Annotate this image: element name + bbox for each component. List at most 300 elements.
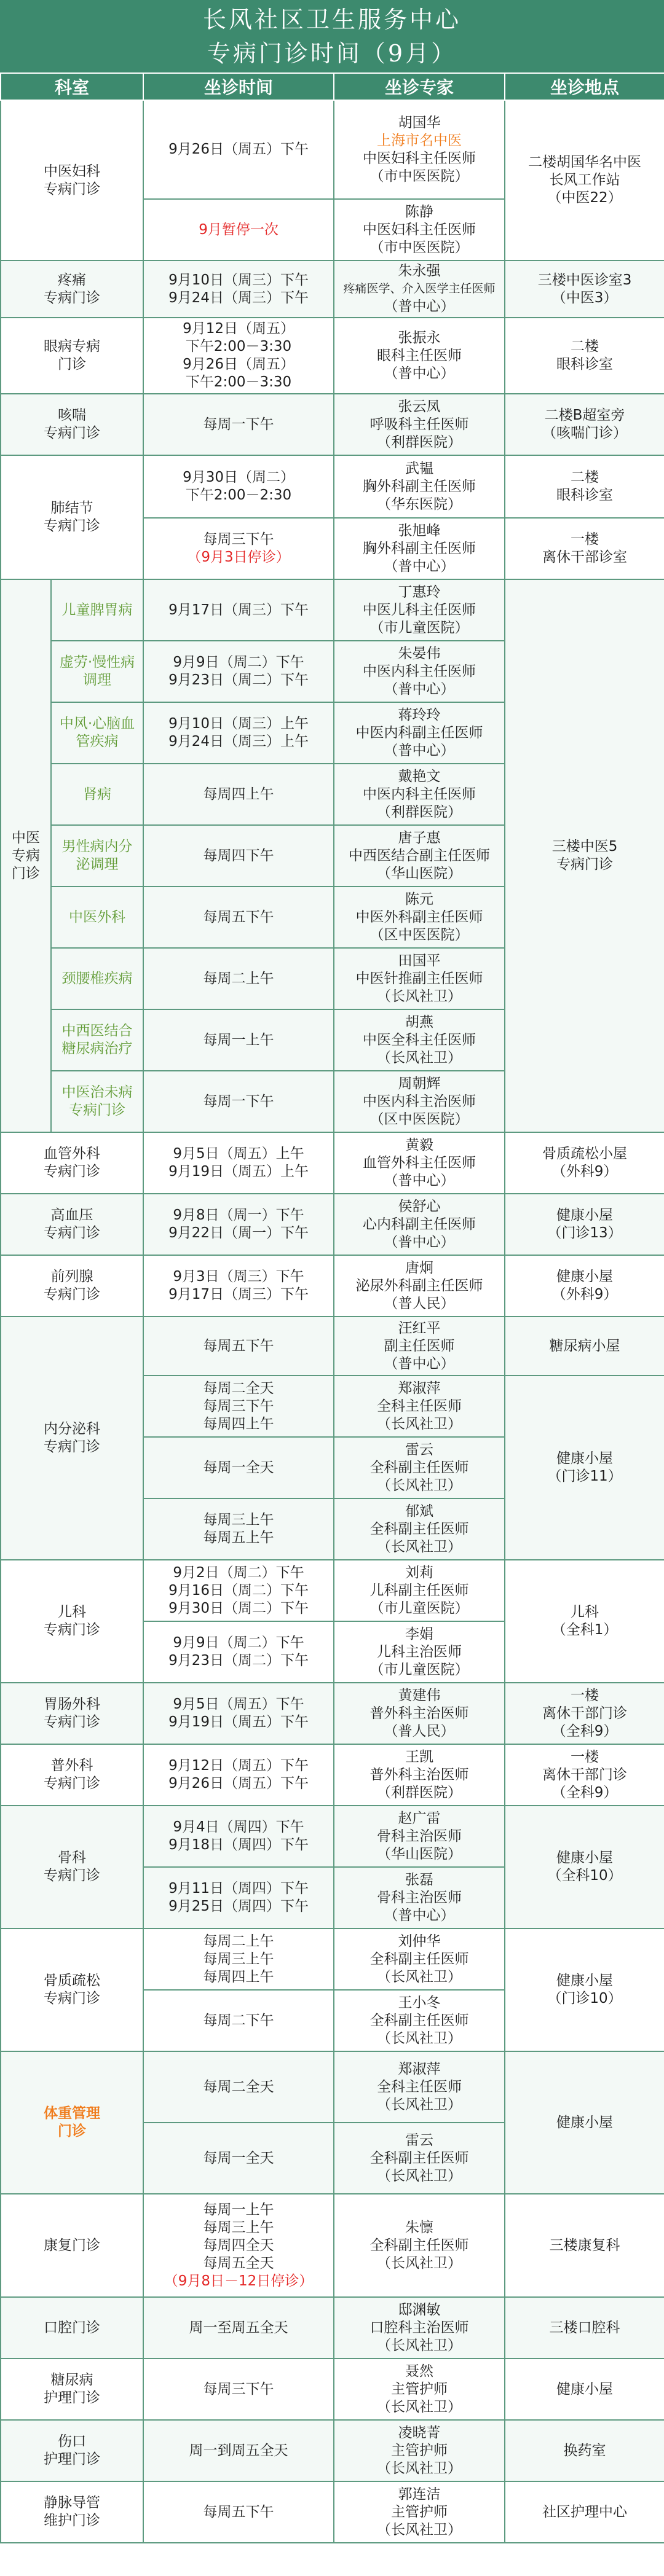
location-line: 离休干部门诊 xyxy=(542,1766,628,1783)
time-line: 每周二全天 xyxy=(203,1380,274,1396)
time-cell xyxy=(143,1194,334,1255)
doctor-hospital: （普中心） xyxy=(384,365,455,382)
time-cell xyxy=(143,825,334,887)
subspecialty-line: 中风·心脑血 xyxy=(59,716,135,732)
doctor-name: 李娟 xyxy=(405,1626,434,1642)
doctor-name: 张振永 xyxy=(398,329,441,346)
time-cell xyxy=(143,1683,334,1744)
subspecialty-cell xyxy=(51,1071,143,1132)
dept-line: 肺结节 xyxy=(50,500,93,516)
dept-line: 胃肠外科 xyxy=(44,1696,100,1712)
doctor-name: 王凯 xyxy=(405,1748,434,1765)
col-header-doctor: 坐诊专家 xyxy=(334,73,505,100)
doctor-title: 血管外科主任医师 xyxy=(363,1154,476,1171)
doctor-hospital: （长风社卫） xyxy=(377,1415,462,1432)
doctor-title: 普外科主治医师 xyxy=(370,1766,469,1783)
table-row xyxy=(1,1683,664,1744)
dept-cell xyxy=(1,2297,143,2359)
doctor-title: 儿科副主任医师 xyxy=(370,1582,469,1599)
subspecialty-line: 颈腰椎疾病 xyxy=(61,970,133,987)
doctor-cell xyxy=(334,318,505,394)
dept-line: 血管外科 xyxy=(44,1146,100,1162)
dept-line: 疼痛 xyxy=(58,272,86,288)
dept-line: 体重管理 xyxy=(44,2105,100,2121)
doctor-cell xyxy=(334,100,505,199)
dept-line: 静脉导管 xyxy=(44,2495,100,2511)
location-line: 二楼B超室旁 xyxy=(544,407,625,423)
location-line: 专病门诊 xyxy=(556,856,614,872)
location-line: 三楼中医诊室3 xyxy=(537,272,632,288)
doctor-title: 中医内科副主任医师 xyxy=(355,724,483,741)
doctor-name: 朱懔 xyxy=(405,2219,434,2236)
table-row xyxy=(1,1928,664,1990)
dept-cell xyxy=(1,1683,143,1744)
col-header-dept: 科室 xyxy=(1,73,143,100)
location-cell xyxy=(505,2481,664,2543)
doctor-name: 胡燕 xyxy=(405,1014,434,1030)
dept-cell xyxy=(1,1317,143,1560)
subspecialty-cell xyxy=(51,641,143,702)
time-cell xyxy=(143,1437,334,1498)
doctor-title: 中医针推副主任医师 xyxy=(355,970,483,987)
time-line: 9月16日（周二）下午 xyxy=(168,1582,309,1599)
time-cell xyxy=(143,1317,334,1376)
subspecialty-line: 中医治未病 xyxy=(61,1084,133,1100)
dept-line: 专病门诊 xyxy=(44,289,100,306)
time-line: 9月22日（周一）下午 xyxy=(168,1225,309,1241)
dept-cell xyxy=(1,1194,143,1255)
doctor-cell xyxy=(334,1009,505,1071)
location-cell xyxy=(505,2051,664,2194)
location-line: 换药室 xyxy=(563,2442,606,2459)
doctor-name: 唐子惠 xyxy=(398,829,441,846)
location-line: 骨质疏松小屋 xyxy=(542,1146,628,1162)
dept-line: 护理门诊 xyxy=(44,2451,100,2467)
doctor-hospital: （普中心） xyxy=(384,1234,455,1250)
doctor-title: 主管护师 xyxy=(391,2442,448,2459)
time-cell xyxy=(143,1009,334,1071)
table-row xyxy=(1,455,664,518)
location-line: （中医3） xyxy=(551,289,618,306)
time-cell xyxy=(143,1376,334,1437)
doctor-cell xyxy=(334,2051,505,2123)
time-line: 每周三下午 xyxy=(203,1398,274,1414)
subspecialty-cell xyxy=(51,825,143,887)
dept-cell xyxy=(1,579,51,1132)
doctor-title: 胸外科副主任医师 xyxy=(363,540,476,557)
doctor-name: 陈元 xyxy=(405,891,434,907)
doctor-hospital: （区中医医院） xyxy=(370,1111,469,1127)
doctor-name: 蒋玲玲 xyxy=(398,707,441,723)
subspecialty-line: 中西医结合 xyxy=(61,1023,133,1039)
subspecialty-line: 肾病 xyxy=(83,786,111,802)
subspecialty-line: 糖尿病治疗 xyxy=(61,1041,133,1057)
location-line: 三楼口腔科 xyxy=(549,2319,620,2336)
doctor-title: 心内科副主任医师 xyxy=(363,1216,476,1232)
dept-cell xyxy=(1,260,143,318)
table-row xyxy=(1,1132,664,1194)
subspecialty-line: 调理 xyxy=(83,672,111,688)
doctor-hospital: （长风社卫） xyxy=(377,2255,462,2271)
doctor-hospital: （长风社卫） xyxy=(377,1477,462,1494)
doctor-name: 汪红平 xyxy=(398,1320,441,1336)
time-cell xyxy=(143,948,334,1009)
location-line: （门诊10） xyxy=(547,1991,622,2006)
doctor-cell xyxy=(334,579,505,641)
location-cell xyxy=(505,1928,664,2051)
time-line: 9月25日（周四）下午 xyxy=(168,1898,309,1914)
doctor-name: 胡国华 xyxy=(398,114,441,131)
time-line: 9月23日（周二）下午 xyxy=(168,672,309,688)
subspecialty-line: 男性病内分 xyxy=(61,839,133,855)
subspecialty-line: 管疾病 xyxy=(76,734,119,750)
time-line: 9月11日（周四）下午 xyxy=(168,1881,309,1897)
dept-cell xyxy=(1,2194,143,2297)
location-line: （外科9） xyxy=(551,1164,618,1180)
time-line: 每周二全天 xyxy=(203,2078,274,2095)
location-line: 离休干部门诊 xyxy=(542,1705,628,1721)
doctor-hospital: （长风社卫） xyxy=(377,2398,462,2415)
dept-line: 内分泌科 xyxy=(44,1421,100,1437)
col-header-time: 坐诊时间 xyxy=(143,73,334,100)
doctor-cell xyxy=(334,2481,505,2543)
dept-line: 门诊 xyxy=(58,356,86,372)
doctor-hospital: （普中心） xyxy=(384,299,455,315)
location-cell xyxy=(505,2359,664,2420)
subspecialty-line: 专病门诊 xyxy=(69,1102,125,1118)
doctor-title: 主管护师 xyxy=(391,2504,448,2520)
time-line: 9月10日（周三）下午 xyxy=(168,272,309,288)
doctor-name: 雷云 xyxy=(405,2132,434,2148)
time-cell xyxy=(143,1560,334,1621)
time-cell xyxy=(143,1990,334,2051)
location-line: 一楼 xyxy=(571,1748,599,1765)
doctor-name: 朱晏伟 xyxy=(398,645,441,662)
time-line: 9月8日（周一）下午 xyxy=(173,1207,304,1223)
time-line: 每周二上午 xyxy=(203,1933,274,1949)
location-line: （门诊13） xyxy=(547,1225,622,1241)
location-cell xyxy=(505,1376,664,1560)
doctor-name: 刘莉 xyxy=(405,1564,434,1581)
doctor-name: 陈静 xyxy=(405,203,434,220)
doctor-cell xyxy=(334,825,505,887)
doctor-hospital: （市儿童医院） xyxy=(370,1661,469,1678)
doctor-name: 唐炯 xyxy=(405,1259,434,1276)
time-line: 每周五下午 xyxy=(203,1337,274,1354)
doctor-cell xyxy=(334,1132,505,1194)
dept-line: 专病门诊 xyxy=(44,425,100,441)
doctor-cell xyxy=(334,2194,505,2297)
table-row xyxy=(1,2481,664,2543)
subspecialty-line: 虚劳·慢性病 xyxy=(59,654,135,670)
page-header xyxy=(0,0,664,72)
location-line: （全科9） xyxy=(551,1784,618,1801)
location-line: 健康小屋 xyxy=(556,2114,614,2131)
time-line: 9月9日（周二）下午 xyxy=(173,1635,304,1651)
location-cell xyxy=(505,1683,664,1744)
location-line: （中医22） xyxy=(547,190,622,206)
suspension-notice: 9月暂停一次 xyxy=(143,199,334,260)
table-row xyxy=(1,579,664,641)
location-line: 二楼胡国华名中医 xyxy=(528,154,642,170)
table-row xyxy=(1,2420,664,2481)
doctor-hospital: （华山医院） xyxy=(377,1846,462,1862)
location-cell xyxy=(505,1317,664,1376)
table-row xyxy=(1,2359,664,2420)
doctor-cell xyxy=(334,2123,505,2194)
location-cell xyxy=(505,1744,664,1806)
doctor-hospital: （普中心） xyxy=(384,1355,455,1372)
time-cell xyxy=(143,1498,334,1560)
dept-line: 门诊 xyxy=(58,2123,86,2139)
doctor-name: 朱永强 xyxy=(398,263,441,279)
doctor-hospital: （利群医院） xyxy=(377,804,462,820)
location-line: （全科9） xyxy=(551,1723,618,1739)
dept-line: 专病门诊 xyxy=(44,1622,100,1638)
honor-tag: 上海市名中医 xyxy=(377,132,462,149)
dept-line: 专病门诊 xyxy=(44,181,100,197)
location-line: （全科10） xyxy=(547,1868,622,1884)
time-cell xyxy=(143,764,334,825)
dept-line: 高血压 xyxy=(50,1207,93,1223)
time-line: 每周五下午 xyxy=(203,909,274,925)
doctor-hospital: （长风社卫） xyxy=(377,1049,462,1066)
doctor-title: 副主任医师 xyxy=(384,1337,455,1354)
dept-cell xyxy=(1,2420,143,2481)
doctor-hospital: （华山医院） xyxy=(377,865,462,882)
time-cell xyxy=(143,518,334,579)
doctor-hospital: （市中医医院） xyxy=(370,239,469,256)
doctor-cell xyxy=(334,1071,505,1132)
dept-line: 专病门诊 xyxy=(44,1714,100,1730)
location-line: 二楼 xyxy=(571,339,599,354)
doctor-name: 聂然 xyxy=(405,2363,434,2379)
doctor-title: 全科副主任医师 xyxy=(370,1521,469,1537)
time-line: 9月24日（周三）下午 xyxy=(168,289,309,306)
time-line: 9月30日（周二）下午 xyxy=(168,1600,309,1616)
location-line: （全科1） xyxy=(551,1622,618,1638)
doctor-hospital: （普中心） xyxy=(384,1907,455,1924)
doctor-hospital: （长风社卫） xyxy=(377,2337,462,2354)
doctor-name: 雷云 xyxy=(405,1441,434,1458)
time-line: 每周一上午 xyxy=(203,2201,274,2218)
dept-line: 骨质疏松 xyxy=(44,1973,100,1989)
doctor-title: 中西医结合副主任医师 xyxy=(349,847,491,864)
dept-cell xyxy=(1,1744,143,1806)
dept-line: 糖尿病 xyxy=(50,2372,93,2388)
time-cell xyxy=(143,887,334,948)
dept-line: 康复门诊 xyxy=(44,2237,100,2253)
doctor-title: 全科副主任医师 xyxy=(370,2237,469,2253)
location-line: 一楼 xyxy=(571,531,599,547)
doctor-cell xyxy=(334,887,505,948)
time-line: 9月26日（周五） xyxy=(183,356,294,372)
time-line: 每周三下午 xyxy=(203,2381,274,2397)
location-cell xyxy=(505,579,664,1132)
time-line: 每周一上午 xyxy=(203,1032,274,1048)
doctor-hospital: （普人民） xyxy=(384,1723,455,1739)
time-cell xyxy=(143,260,334,318)
dept-cell xyxy=(1,1255,143,1317)
time-line: 9月19日（周五）上午 xyxy=(168,1164,309,1180)
doctor-cell xyxy=(334,1437,505,1498)
page-subtitle: 专病门诊时间（9月） xyxy=(207,40,457,67)
suspension-notice: （9月3日停诊） xyxy=(187,549,290,565)
doctor-title: 主管护师 xyxy=(391,2381,448,2397)
doctor-name: 郑淑萍 xyxy=(398,2061,441,2077)
doctor-title: 中医妇科主任医师 xyxy=(363,221,476,238)
dept-cell xyxy=(1,394,143,455)
table-row xyxy=(1,2297,664,2359)
doctor-name: 王小冬 xyxy=(398,1994,441,2011)
doctor-cell xyxy=(334,702,505,764)
doctor-cell xyxy=(334,1990,505,2051)
time-line: 每周一全天 xyxy=(203,2150,274,2166)
table-row xyxy=(1,100,664,199)
doctor-name: 邸渊敏 xyxy=(398,2301,441,2318)
doctor-hospital: （利群医院） xyxy=(377,434,462,450)
time-line: 9月23日（周二）下午 xyxy=(168,1653,309,1669)
time-line: 每周二上午 xyxy=(203,970,274,987)
dept-cell xyxy=(1,1132,143,1194)
doctor-cell xyxy=(334,1498,505,1560)
doctor-hospital: （普人民） xyxy=(384,1295,455,1312)
dept-line: 专病门诊 xyxy=(44,1775,100,1791)
dept-cell xyxy=(1,2481,143,2543)
location-cell xyxy=(505,318,664,394)
doctor-cell xyxy=(334,1194,505,1255)
dept-line: 专病门诊 xyxy=(44,518,100,534)
doctor-title: 全科副主任医师 xyxy=(370,1951,469,1967)
subspecialty-cell xyxy=(51,764,143,825)
time-cell xyxy=(143,1255,334,1317)
doctor-title: 胸外科副主任医师 xyxy=(363,478,476,495)
dept-line: 维护门诊 xyxy=(44,2513,100,2529)
doctor-name: 张旭峰 xyxy=(398,522,441,539)
doctor-cell xyxy=(334,764,505,825)
location-line: 健康小屋 xyxy=(556,1450,614,1466)
time-line: 周一到周五全天 xyxy=(189,2442,288,2459)
doctor-cell xyxy=(334,1744,505,1806)
time-line: 每周三下午 xyxy=(203,531,274,547)
doctor-hospital: （华东医院） xyxy=(377,496,462,512)
time-cell xyxy=(143,2481,334,2543)
time-line: 9月17日（周三）下午 xyxy=(168,1286,309,1302)
time-line: 9月5日（周五）上午 xyxy=(173,1146,304,1162)
dept-cell xyxy=(1,1560,143,1683)
doctor-hospital: （长风社卫） xyxy=(377,1968,462,1985)
doctor-title: 全科副主任医师 xyxy=(370,1459,469,1476)
time-cell xyxy=(143,1744,334,1806)
dept-cell xyxy=(1,455,143,579)
doctor-name: 黄建伟 xyxy=(398,1687,441,1704)
dept-cell xyxy=(1,318,143,394)
time-line: 9月3日（周三）下午 xyxy=(173,1269,304,1285)
location-cell xyxy=(505,1560,664,1683)
time-line: 每周二下午 xyxy=(203,2012,274,2029)
doctor-name: 武韫 xyxy=(405,460,434,477)
doctor-title: 中医妇科主任医师 xyxy=(363,150,476,166)
doctor-hospital: （普中心） xyxy=(384,681,455,697)
table-row xyxy=(1,1255,664,1317)
time-line: 下午2:00－2:30 xyxy=(185,487,292,503)
location-cell xyxy=(505,2297,664,2359)
time-line: 9月19日（周五）下午 xyxy=(168,1714,309,1730)
location-line: 三楼中医5 xyxy=(551,839,618,855)
time-cell xyxy=(143,2123,334,2194)
location-cell xyxy=(505,1255,664,1317)
subspecialty-line: 泌调理 xyxy=(76,856,119,872)
location-line: （外科9） xyxy=(551,1286,618,1302)
dept-line: 专病门诊 xyxy=(44,1225,100,1241)
doctor-title: 疼痛医学、介入医学主任医师 xyxy=(343,282,496,296)
location-line: 二楼 xyxy=(571,469,599,485)
time-line: 每周四上午 xyxy=(203,786,274,802)
doctor-hospital: （市儿童医院） xyxy=(370,1600,469,1616)
table-row xyxy=(1,1194,664,1255)
dept-cell xyxy=(1,100,143,260)
doctor-hospital: （市中医医院） xyxy=(370,168,469,184)
dept-line: 专病 xyxy=(12,847,40,864)
doctor-hospital: （长风社卫） xyxy=(377,988,462,1004)
doctor-name: 凌晓菁 xyxy=(398,2424,441,2441)
location-line: 眼科诊室 xyxy=(556,487,614,503)
table-row xyxy=(1,2051,664,2123)
dept-line: 眼病专病 xyxy=(44,339,100,354)
time-line: 9月4日（周四）下午 xyxy=(173,1819,304,1835)
time-line: 每周四上午 xyxy=(203,1968,274,1985)
dept-line: 专病门诊 xyxy=(44,1868,100,1884)
time-line: 每周五全天 xyxy=(203,2255,274,2271)
time-line: 每周三上午 xyxy=(203,1512,274,1528)
location-line: 健康小屋 xyxy=(556,1269,614,1285)
time-cell xyxy=(143,1806,334,1867)
doctor-cell xyxy=(334,199,505,260)
doctor-title: 中医儿科主任医师 xyxy=(363,601,476,618)
time-line: 下午2:00－3:30 xyxy=(185,374,292,390)
location-line: 儿科 xyxy=(571,1604,599,1620)
time-cell xyxy=(143,2420,334,2481)
dept-line: 咳喘 xyxy=(58,407,86,423)
doctor-cell xyxy=(334,260,505,318)
time-line: 9月12日（周五）下午 xyxy=(168,1758,309,1774)
dept-line: 专病门诊 xyxy=(44,1991,100,2006)
time-cell xyxy=(143,702,334,764)
doctor-hospital: （普中心） xyxy=(384,1172,455,1189)
doctor-cell xyxy=(334,2359,505,2420)
doctor-title: 泌尿外科副主任医师 xyxy=(355,1277,483,1294)
time-cell xyxy=(143,318,334,394)
location-line: 健康小屋 xyxy=(556,1850,614,1866)
time-line: 每周四下午 xyxy=(203,847,274,864)
location-cell xyxy=(505,260,664,318)
doctor-hospital: （市儿童医院） xyxy=(370,619,469,636)
subspecialty-cell xyxy=(51,948,143,1009)
doctor-hospital: （普中心） xyxy=(384,558,455,574)
table-row xyxy=(1,2194,664,2297)
doctor-name: 赵广雷 xyxy=(398,1810,441,1826)
doctor-name: 刘仲华 xyxy=(398,1933,441,1949)
time-cell xyxy=(143,1132,334,1194)
doctor-cell xyxy=(334,1621,505,1683)
doctor-name: 郑淑萍 xyxy=(398,1380,441,1396)
doctor-cell xyxy=(334,455,505,518)
doctor-cell xyxy=(334,948,505,1009)
time-cell xyxy=(143,2194,334,2297)
doctor-cell xyxy=(334,2420,505,2481)
time-line: 9月10日（周三）上午 xyxy=(168,716,309,732)
doctor-cell xyxy=(334,2297,505,2359)
